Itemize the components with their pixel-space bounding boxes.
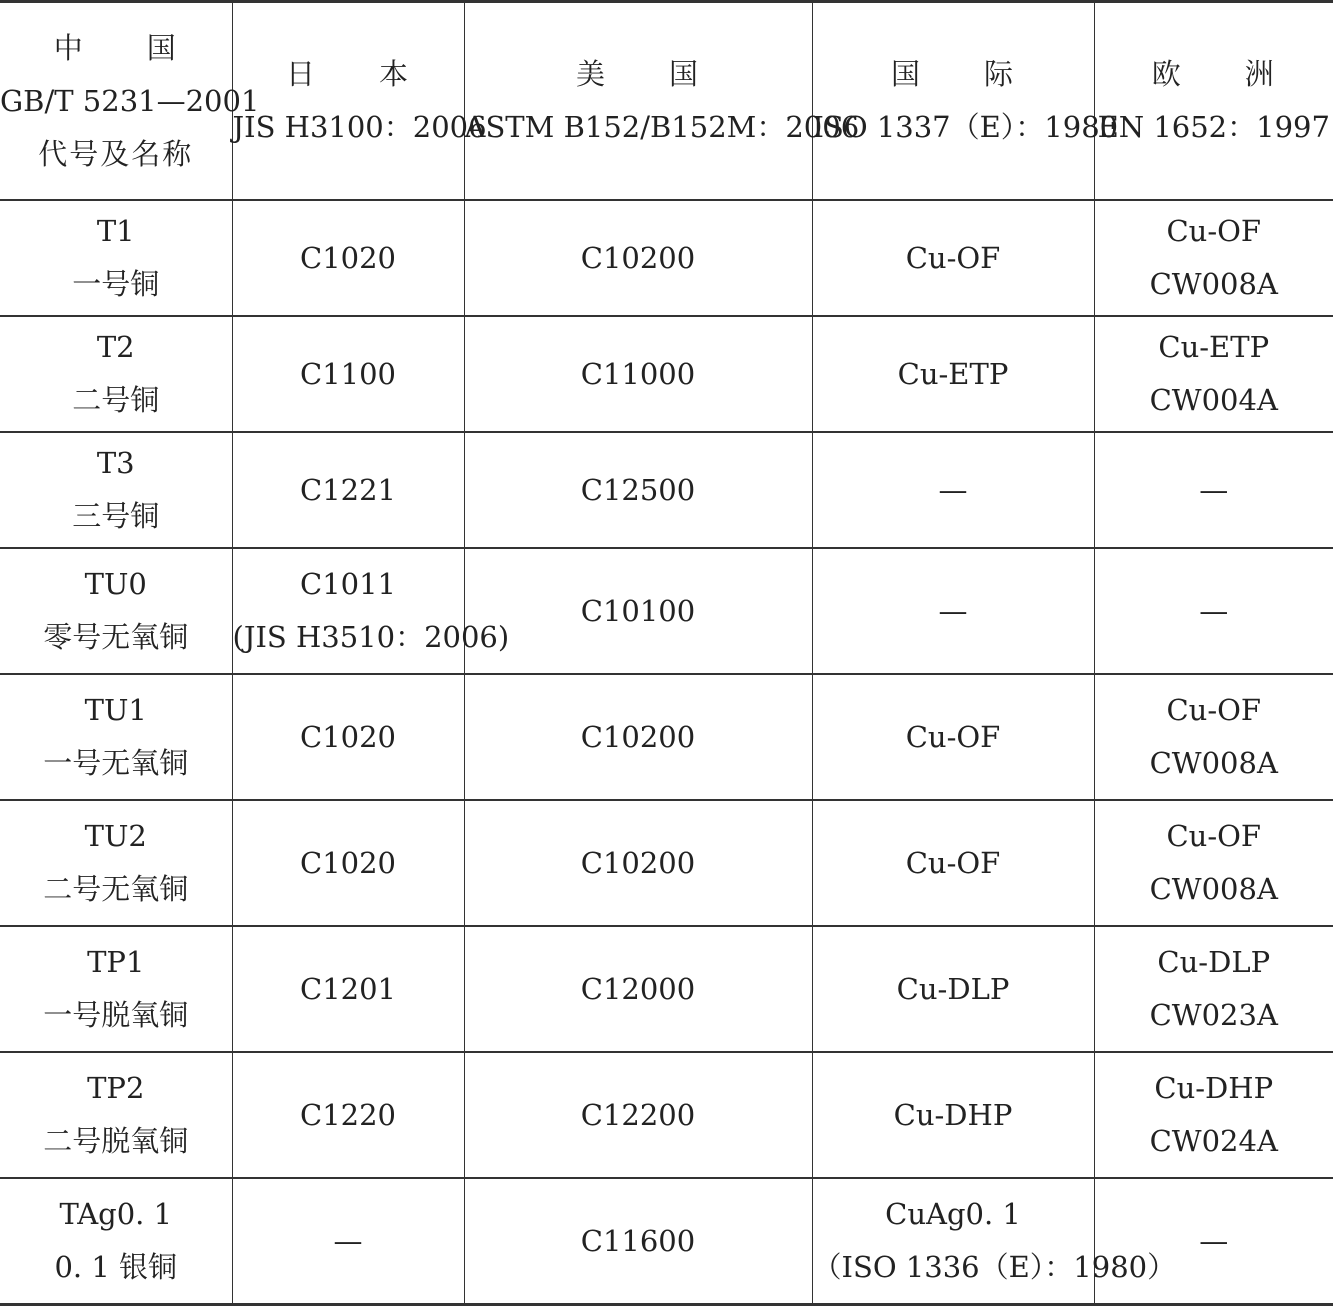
table-row (0, 200, 1333, 316)
europe-grade-cell (1094, 674, 1333, 800)
china-grade-text: 三号铜 (0, 490, 232, 543)
header-europe (1094, 2, 1333, 201)
china-grade-text: T3 (0, 437, 232, 490)
usa-grade-text: C10100 (465, 585, 812, 638)
europe-grade-text: Cu-OF (1095, 684, 1333, 737)
japan-grade-text: C1011 (233, 558, 464, 611)
header-china-desc: 代号及名称 (0, 128, 232, 181)
usa-grade-cell (464, 200, 812, 316)
china-grade-cell (0, 432, 232, 548)
europe-grade-text: Cu-DLP (1095, 936, 1333, 989)
china-grade-text: 一号铜 (0, 258, 232, 311)
japan-grade-text: C1220 (233, 1089, 464, 1142)
china-grade-cell (0, 200, 232, 316)
header-international-standard: ISO 1337（E）：1980 (813, 101, 1094, 154)
china-grade-text: TP2 (0, 1062, 232, 1115)
header-usa (464, 2, 812, 201)
china-grade-text: 二号铜 (0, 374, 232, 427)
japan-grade-cell (232, 926, 464, 1052)
table-row (0, 316, 1333, 432)
usa-grade-cell (464, 800, 812, 926)
china-grade-cell (0, 1052, 232, 1178)
header-usa-standard: ASTM B152/B152M：2006 (465, 101, 812, 154)
header-international (812, 2, 1094, 201)
china-grade-cell (0, 1178, 232, 1305)
china-grade-cell (0, 548, 232, 674)
usa-grade-cell (464, 926, 812, 1052)
header-japan-standard: JIS H3100：2006 (233, 101, 464, 154)
china-grade-cell (0, 674, 232, 800)
china-grade-text: TAg0. 1 (0, 1188, 232, 1241)
usa-grade-text: C12000 (465, 963, 812, 1016)
iso-grade-cell (812, 548, 1094, 674)
europe-grade-text: CW024A (1095, 1115, 1333, 1168)
europe-grade-cell (1094, 800, 1333, 926)
iso-grade-text: Cu-ETP (813, 348, 1094, 401)
japan-grade-text: (JIS H3510：2006) (233, 611, 464, 664)
europe-grade-text: CW008A (1095, 737, 1333, 790)
china-grade-text: T2 (0, 321, 232, 374)
europe-grade-text: — (1095, 464, 1333, 517)
japan-grade-text: C1201 (233, 963, 464, 1016)
table-row (0, 548, 1333, 674)
europe-grade-text: Cu-OF (1095, 810, 1333, 863)
japan-grade-text: — (233, 1215, 464, 1268)
header-usa-country: 美 国 (465, 48, 812, 101)
table-row (0, 674, 1333, 800)
china-grade-text: 零号无氧铜 (0, 611, 232, 664)
iso-grade-text: — (813, 585, 1094, 638)
china-grade-text: TP1 (0, 936, 232, 989)
header-europe-standard: EN 1652：1997 (1095, 101, 1333, 154)
europe-grade-text: Cu-DHP (1095, 1062, 1333, 1115)
header-japan (232, 2, 464, 201)
header-japan-country: 日 本 (233, 48, 464, 101)
header-china-standard: GB/T 5231—2001 (0, 75, 232, 128)
usa-grade-text: C10200 (465, 232, 812, 285)
europe-grade-text: CW004A (1095, 374, 1333, 427)
header-china-country: 中 国 (0, 22, 232, 75)
china-grade-cell (0, 316, 232, 432)
usa-grade-cell (464, 1052, 812, 1178)
japan-grade-cell (232, 432, 464, 548)
iso-grade-text: （ISO 1336（E）：1980） (813, 1241, 1094, 1294)
japan-grade-cell (232, 548, 464, 674)
table-row (0, 800, 1333, 926)
europe-grade-text: — (1095, 1215, 1333, 1268)
europe-grade-text: Cu-OF (1095, 205, 1333, 258)
europe-grade-text: CW023A (1095, 989, 1333, 1042)
usa-grade-text: C10200 (465, 837, 812, 890)
china-grade-text: TU2 (0, 810, 232, 863)
usa-grade-cell (464, 1178, 812, 1305)
usa-grade-cell (464, 316, 812, 432)
usa-grade-text: C11000 (465, 348, 812, 401)
usa-grade-cell (464, 674, 812, 800)
usa-grade-text: C12200 (465, 1089, 812, 1142)
japan-grade-cell (232, 1052, 464, 1178)
iso-grade-cell (812, 1178, 1094, 1305)
usa-grade-text: C11600 (465, 1215, 812, 1268)
iso-grade-text: — (813, 464, 1094, 517)
europe-grade-text: — (1095, 585, 1333, 638)
table-row (0, 432, 1333, 548)
header-china (0, 2, 232, 201)
japan-grade-text: C1100 (233, 348, 464, 401)
usa-grade-cell (464, 432, 812, 548)
japan-grade-text: C1221 (233, 464, 464, 517)
header-international-country: 国 际 (813, 48, 1094, 101)
europe-grade-cell (1094, 316, 1333, 432)
europe-grade-cell (1094, 1052, 1333, 1178)
usa-grade-cell (464, 548, 812, 674)
china-grade-text: 一号无氧铜 (0, 737, 232, 790)
europe-grade-cell (1094, 548, 1333, 674)
table-row (0, 926, 1333, 1052)
usa-grade-text: C10200 (465, 711, 812, 764)
iso-grade-text: Cu-DHP (813, 1089, 1094, 1142)
japan-grade-text: C1020 (233, 837, 464, 890)
japan-grade-cell (232, 200, 464, 316)
japan-grade-text: C1020 (233, 232, 464, 285)
japan-grade-cell (232, 316, 464, 432)
europe-grade-cell (1094, 200, 1333, 316)
china-grade-text: TU1 (0, 684, 232, 737)
china-grade-text: 二号无氧铜 (0, 863, 232, 916)
china-grade-cell (0, 800, 232, 926)
europe-grade-text: CW008A (1095, 258, 1333, 311)
europe-grade-cell (1094, 432, 1333, 548)
usa-grade-text: C12500 (465, 464, 812, 517)
iso-grade-cell (812, 926, 1094, 1052)
china-grade-text: TU0 (0, 558, 232, 611)
header-europe-country: 欧 洲 (1095, 48, 1333, 101)
iso-grade-text: Cu-DLP (813, 963, 1094, 1016)
europe-grade-text: Cu-ETP (1095, 321, 1333, 374)
header-row (0, 2, 1333, 201)
iso-grade-text: Cu-OF (813, 232, 1094, 285)
japan-grade-cell (232, 800, 464, 926)
table-row (0, 1178, 1333, 1305)
iso-grade-cell (812, 432, 1094, 548)
europe-grade-text: CW008A (1095, 863, 1333, 916)
china-grade-text: T1 (0, 205, 232, 258)
europe-grade-cell (1094, 1178, 1333, 1305)
europe-grade-cell (1094, 926, 1333, 1052)
china-grade-text: 二号脱氧铜 (0, 1115, 232, 1168)
table-row (0, 1052, 1333, 1178)
iso-grade-cell (812, 316, 1094, 432)
japan-grade-cell (232, 1178, 464, 1305)
iso-grade-cell (812, 1052, 1094, 1178)
iso-grade-text: CuAg0. 1 (813, 1188, 1094, 1241)
japan-grade-cell (232, 674, 464, 800)
iso-grade-cell (812, 800, 1094, 926)
japan-grade-text: C1020 (233, 711, 464, 764)
china-grade-text: 一号脱氧铜 (0, 989, 232, 1042)
iso-grade-text: Cu-OF (813, 711, 1094, 764)
iso-grade-text: Cu-OF (813, 837, 1094, 890)
china-grade-cell (0, 926, 232, 1052)
iso-grade-cell (812, 200, 1094, 316)
china-grade-text: 0. 1 银铜 (0, 1241, 232, 1294)
iso-grade-cell (812, 674, 1094, 800)
